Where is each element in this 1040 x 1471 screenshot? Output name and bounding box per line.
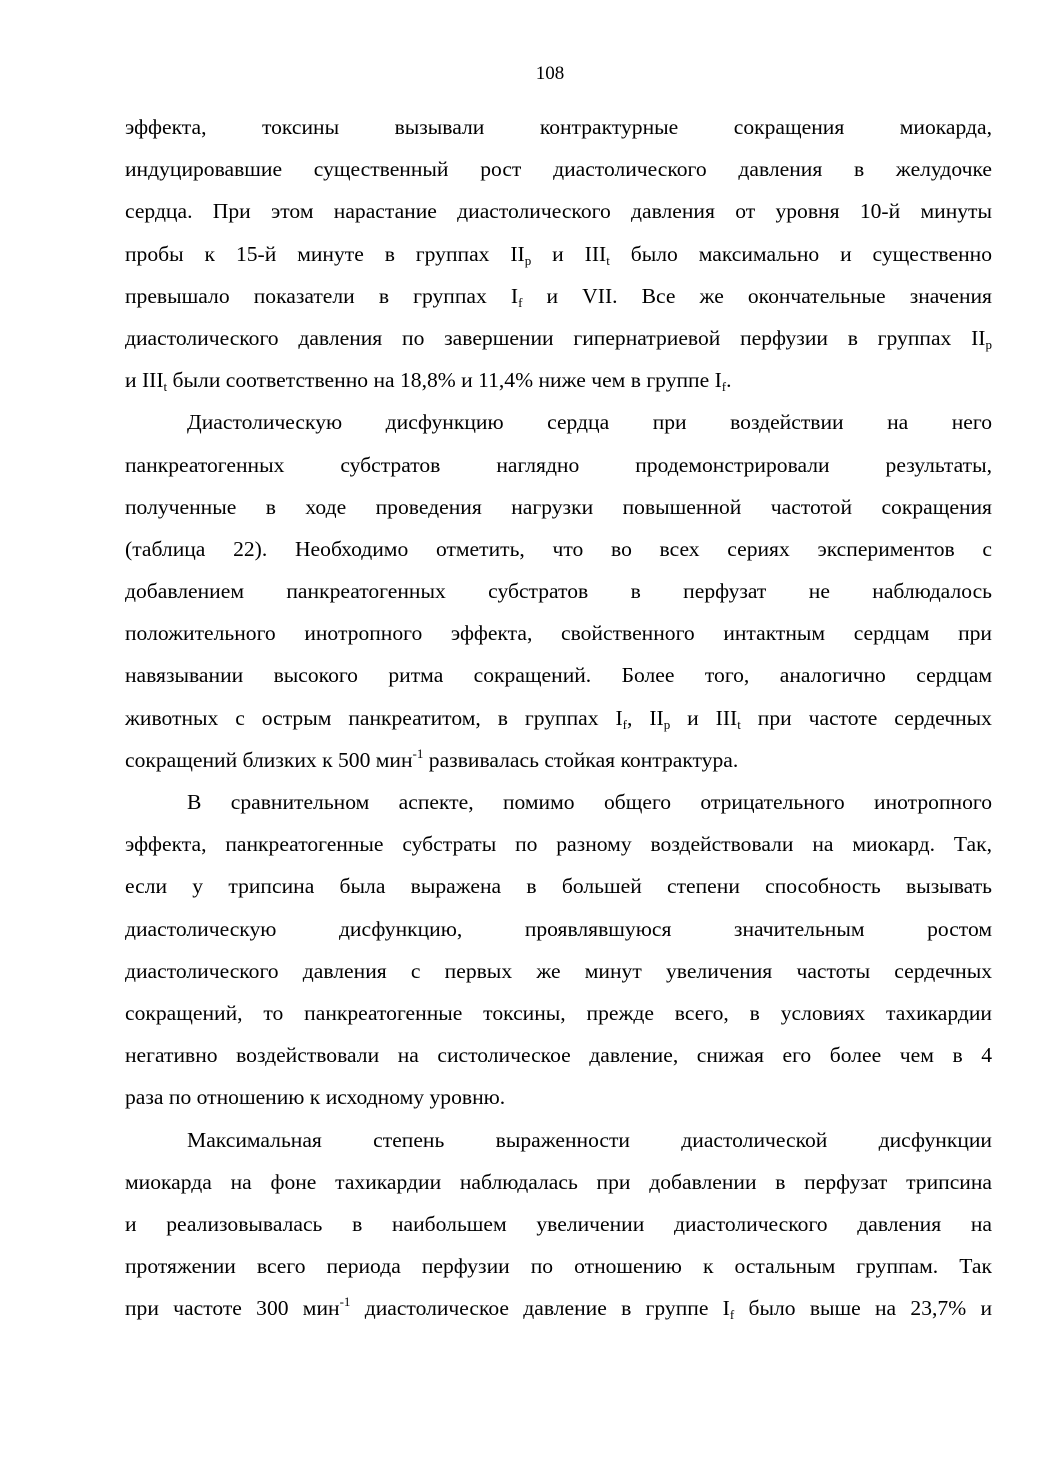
text-line: если у трипсина была выражена в большей степени способность вызывать — [125, 874, 992, 899]
document-body — [125, 106, 992, 1329]
text-line: панкреатогенных субстратов наглядно продемонстрировали результаты, — [125, 452, 992, 477]
text-line: раза по отношению к исходному уровню. — [125, 1085, 506, 1110]
text-line: индуцировавшие существенный рост диастолического давления в желудочке — [125, 157, 992, 182]
text-line: и $III_t$ были соответственно на 18,8% и 11,4% ниже чем в группе $I_f$. — [125, 368, 732, 395]
text-line: В сравнительном аспекте, помимо общего отрицательного инотропного — [187, 790, 992, 814]
text-line: диастолического давления по завершении гипернатриевой перфузии в группах $II_p$ — [125, 325, 992, 352]
text-line: добавлением панкреатогенных субстратов в перфузат не наблюдалось — [125, 579, 992, 604]
text-line: эффекта, токсины вызывали контрактурные сокращения миокарда, — [125, 115, 992, 139]
text-line: и реализовывалась в наибольшем увеличении диастолического давления на — [125, 1211, 992, 1236]
paragraph-2 — [125, 401, 992, 781]
page-number: 108 — [535, 63, 565, 84]
paragraph-4 — [125, 1119, 992, 1330]
text-line: миокарда на фоне тахикардии наблюдалась при добавлении в перфузат трипсина — [125, 1169, 992, 1194]
text-line: сокращений близких к 500 мин$^{-1}$ развивалась стойкая контрактура. — [125, 745, 739, 772]
text-line: при частоте 300 мин$^{-1}$ диастолическое давление в группе $I_f$ было выше на 23,7% и — [125, 1294, 993, 1323]
paragraph-1 — [125, 106, 992, 401]
text-line: Диастолическую дисфункцию сердца при воздействии на него — [187, 410, 992, 435]
text-line: Максимальная степень выраженности диастолической дисфункции — [187, 1127, 992, 1152]
text-line: животных с острым панкреатитом, в группах $I_f$, $II_p$ и $III_t$ при частоте сердечных — [125, 705, 992, 732]
text-line: диастолического давления с первых же минут увеличения частоты сердечных — [125, 958, 992, 983]
text-line: протяжении всего периода перфузии по отношению к остальным группам. Так — [125, 1254, 992, 1279]
text-line: навязывании высокого ритма сокращений. Более того, аналогично сердцам — [125, 663, 992, 688]
text-line: эффекта, панкреатогенные субстраты по разному воздействовали на миокард. Так, — [125, 832, 992, 857]
text-line: полученные в ходе проведения нагрузки повышенной частотой сокращения — [125, 494, 992, 519]
text-line: превышало показатели в группах $I_f$ и VII. Все же окончательные значения — [125, 283, 992, 310]
text-line: (таблица 22). Необходимо отметить, что во всех сериях экспериментов с — [125, 536, 992, 561]
text-line: негативно воздействовали на систолическое давление, снижая его более чем в 4 — [125, 1043, 992, 1068]
paragraph-3 — [125, 781, 992, 1119]
text-line: пробы к 15-й минуте в группах $II_p$ и $III_t$ было максимально и существенно — [125, 241, 992, 268]
text-line: положительного инотропного эффекта, свойственного интактным сердцам при — [125, 621, 992, 646]
text-line: сокращений, то панкреатогенные токсины, прежде всего, в условиях тахикардии — [125, 1000, 992, 1025]
text-line: сердца. При этом нарастание диастолического давления от уровня 10-й минуты — [125, 199, 992, 224]
text-line: диастолическую дисфункцию, проявлявшуюся значительным ростом — [125, 916, 992, 941]
